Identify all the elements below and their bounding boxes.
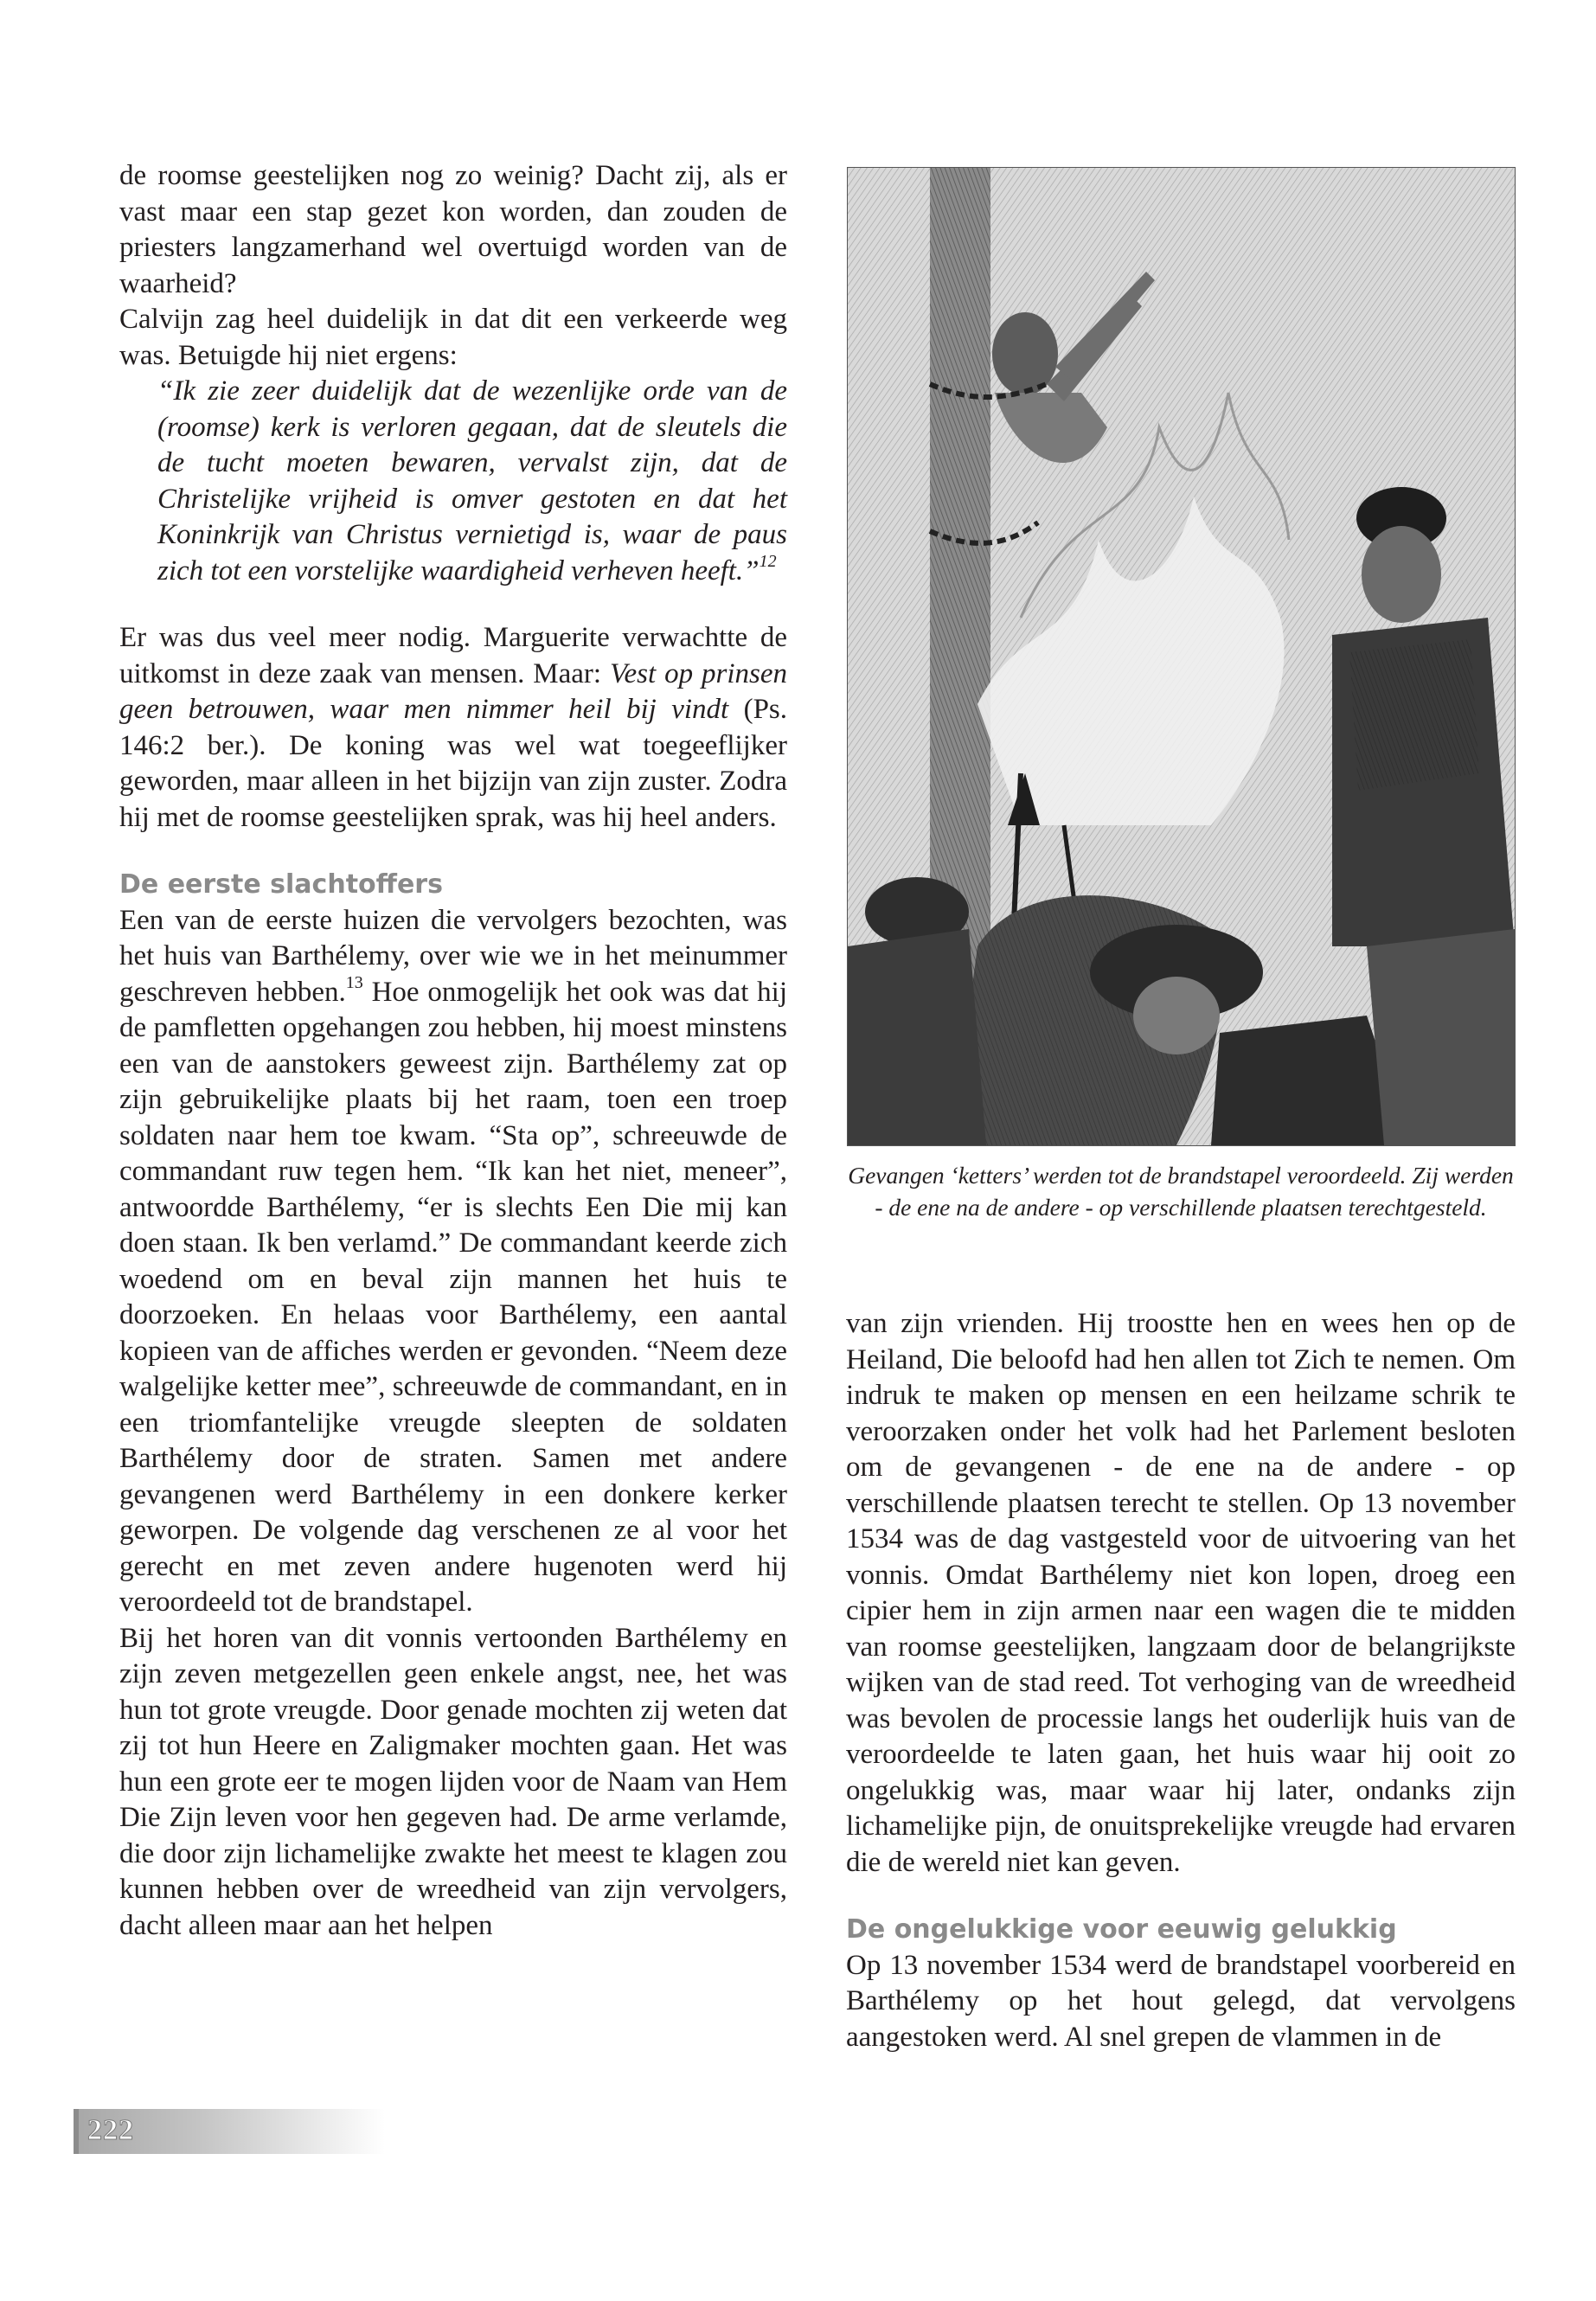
text-run: Een van de eerste huizen die vervolgers bezochten, was het huis van Barthélemy, over wie we in het meinummer geschreven hebben. <box>119 904 787 1008</box>
paragraph <box>119 620 787 836</box>
text-run: Er was dus veel meer nodig. Marguerite verwachtte de uitkomst in deze zaak van mensen. Maar: <box>119 622 787 689</box>
paragraph: Calvijn zag heel duidelijk in dat dit een verkeerde weg was. Betuigde hij niet ergens: <box>119 304 787 371</box>
section-heading: De eerste slachtoffers <box>119 869 443 900</box>
paragraph: de roomse geestelijken nog zo weinig? Dacht zij, als er vast maar een stap gezet kon worden, dan zouden de priesters langzamerhand wel overtuigd worden van de waarheid? <box>119 160 787 299</box>
footnote-ref: 13 <box>345 972 363 992</box>
paragraph: van zijn vrienden. Hij troostte hen en wees hen op de Heiland, Die beloofd had hen allen tot Zich te nemen. Om indruk te maken op mensen en een heilzame schrik te veroorzaken onder het volk had het Parlement besloten om de gevangenen - de ene na de andere - op verschillende plaatsen terecht te stellen. Op 13 november 1534 was de dag vastgesteld voor de uitvoering van het vonnis. Omdat Barthélemy niet kon lopen, droeg een cipier hem in zijn armen naar een wagen die te midden van roomse geestelijken, langzaam door de belangrijkste wijken van de stad reed. Tot verhoging van de wreedheid was bevolen de processie langs het ouderlijk huis van de veroordeelde te laten gaan, het huis waar hij ooit zo ongelukkig was, maar waar hij later, ondanks zijn lichamelijke pijn, de onuitsprekelijke vreugde had ervaren die de wereld niet kan geven. <box>846 1308 1516 1878</box>
page-number-tab <box>74 2109 385 2154</box>
right-column <box>846 1306 1516 2055</box>
figure-caption: Gevangen ‘ketters’ werden tot de brandstapel veroordeeld. Zij werden - de ene na de andere - op verschillende plaatsen terechtgesteld. <box>848 1162 1514 1221</box>
engraving-illustration <box>847 167 1516 1146</box>
text-run: (Ps. 146:2 ber.). De koning was wel wat toegeeflijker geworden, maar alleen in het bijzijn van zijn zuster. Zodra hij met de roomse geestelijken sprak, was hij heel anders. <box>119 694 788 833</box>
folio-bar <box>74 2109 79 2154</box>
paragraph <box>119 903 787 1621</box>
section-heading: De ongelukkige voor eeuwig gelukkig <box>846 1914 1397 1945</box>
text-run: Hoe onmogelijk het ook was dat hij de pamfletten opgehangen zou hebben, hij moest minstens een van de aanstokers geweest zijn. Barthélemy zat op zijn gebruikelijke plaats bij het raam, toen een troep soldaten naar hem toe kwam. “Sta op”, schreeuwde de commandant ruw tegen hem. “Ik kan het niet, meneer”, antwoordde Barthélemy, “er is slechts Een Die mij kan doen staan. Ik ben verlamd.” De commandant keerde zich woedend om en beval zijn mannen het huis te doorzoeken. En helaas voor Barthélemy, een aantal kopieen van de affiches werden er gevonden. “Neem deze walgelijke ketter mee”, schreeuwde de commandant, en in een triomfantelijke vreugde sleepten de soldaten Barthélemy door de straten. Samen met andere gevangenen werd Barthélemy in een donkere kerker geworpen. De volgende dag verschenen ze al voor het gerecht en met zeven andere hugenoten werd hij veroordeeld tot de brandstapel. <box>119 976 788 1618</box>
martyr-at-stake-image <box>848 168 1515 1145</box>
quote-text: “Ik zie zeer duidelijk dat de wezenlijke orde van de (roomse) kerk is verloren gegaan, dat de sleutels die de tucht moeten bewaren, vervalst zijn, dat de Christelijke vrijheid is omver gestoten en dat het Koninkrijk van Christus vernietigd is, waar de paus zich tot een vorstelijke waardigheid verheven heeft.” <box>157 375 787 586</box>
left-column <box>119 158 787 1944</box>
page-number: 222 <box>87 2114 134 2146</box>
psalm-citation: Vest op prinsen geen betrouwen, waar men nimmer heil bij vindt <box>119 657 787 725</box>
paragraph: Op 13 november 1534 werd de brandstapel voorbereid en Barthélemy op het hout gelegd, dat vervolgens aangestoken werd. Al snel grepen de vlammen in de <box>846 1949 1516 2053</box>
paragraph: Bij het horen van dit vonnis vertoonden Barthélemy en zijn zeven metgezellen geen enkele angst, nee, het was hun tot grote vreugde. Door genade mochten zij weten dat zij tot hun Heere en Zaligmaker mochten gaan. Het was hun een grote eer te mogen lijden voor de Naam van Hem Die Zijn leven voor hen gegeven had. De arme verlamde, die door zijn lichamelijke zwakte het meest te klagen zou kunnen hebben over de wreedheid van zijn vervolgers, dacht alleen maar aan het helpen <box>119 1622 787 1941</box>
calvin-quote <box>157 374 787 589</box>
footnote-ref: 12 <box>759 551 777 571</box>
